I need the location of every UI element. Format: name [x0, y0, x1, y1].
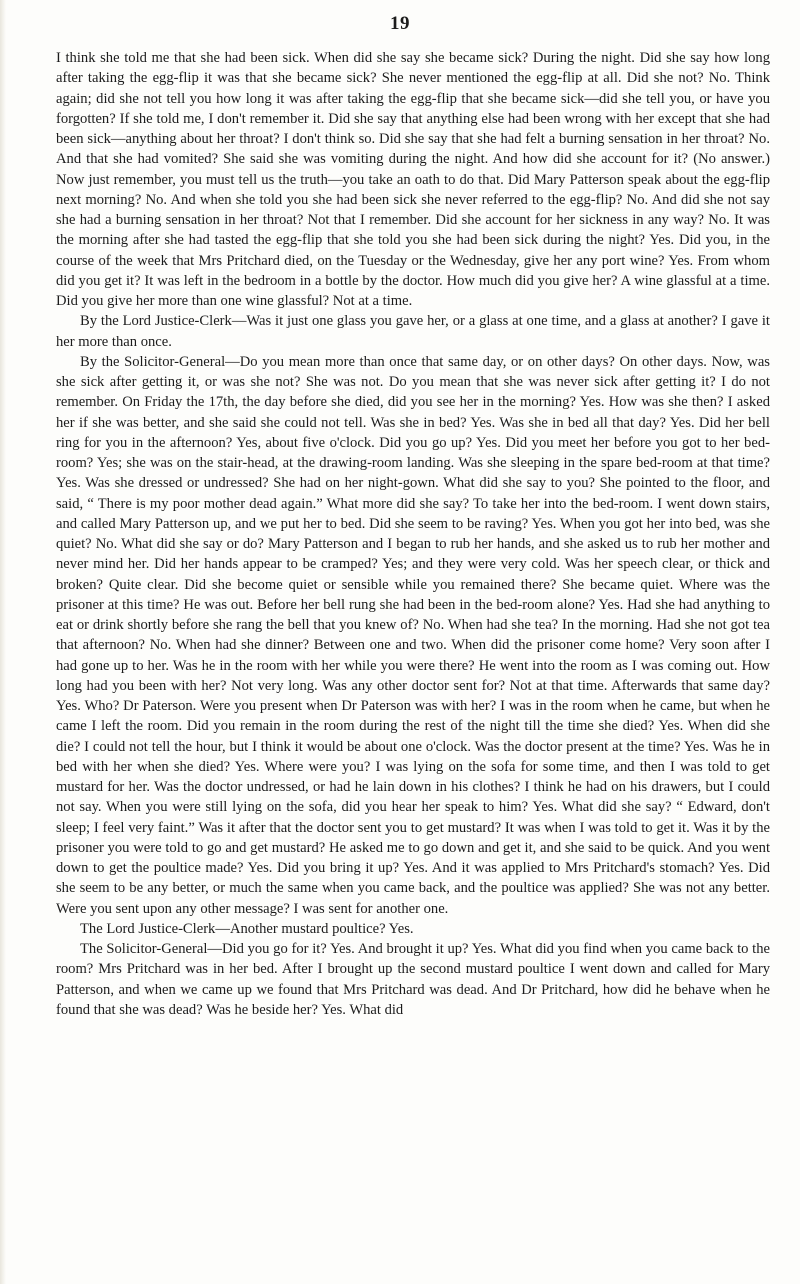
page-number: 19	[390, 13, 410, 34]
paragraph: By the Lord Justice-Clerk—Was it just one glass you gave her, or a glass at one time, and a glass at another? I gave it her more than once.	[56, 313, 770, 350]
page-edge-shadow	[0, 0, 6, 1284]
body-text	[56, 48, 770, 1020]
paragraph: I think she told me that she had been sick. When did she say she became sick? During the night. Did she say how long after taking the egg-flip it was that she became sick? She never mentioned the egg-flip at all. Did she not? No. Think again; did she not tell you how long it was after taking the egg-flip that she became sick—did she tell you, or have you forgotten? If she told me, I don't remember it. Did she say that anything else had been wrong with her except that she had been sick—anything about her throat? I don't think so. Did she say that she had felt a burning sensation in her throat? No. And that she had vomited? She said she was vomiting during the night. And how did she account for it? (No answer.) Now just remember, you must tell us the truth—you take an oath to do that. Did Mary Patterson speak about the egg-flip next morning? No. And when she told you she had been sick she never referred to the egg-flip? No. And did she not say she had a burning sensation in her throat? Not that I remember. Did she account for her sickness in any way? No. It was the morning after she had tasted the egg-flip that she told you she had been sick during the night? Yes. Did you, in the course of the week that Mrs Pritchard died, on the Tuesday or the Wednesday, give her any port wine? Yes. From whom did you get it? It was left in the bedroom in a bottle by the doctor. How much did you give her? A wine glassful at a time. Did you give her more than one wine glassful? Not at a time.	[56, 50, 770, 309]
paragraph: By the Solicitor-General—Do you mean more than once that same day, or on other days? On other days. Now, was she sick after getting it, or was she not? She was not. Do you mean that she was never sick after getting it? I do not remember. On Friday the 17th, the day before she died, did you see her in the morning? Yes. How was she then? I asked her if she was better, and she said she could not tell. Was she in bed? Yes. Was she in bed all that day? Yes. Did her bell ring for you in the afternoon? Yes, about five o'clock. Did you go up? Yes. Did you meet her before you got to her bed-room? Yes; she was on the stair-head, at the drawing-room landing. Was she sleeping in the spare bed-room at that time? Yes. Was she dressed or undressed? She had on her night-gown. What did she say to you? She pointed to the floor, and said, “ There is my poor mother dead again.” What more did she say? To take her into the bed-room. I went down stairs, and called Mary Patterson up, and we put her to bed. Did she seem to be raving? Yes. When you got her into bed, was she quiet? No. What did she say or do? Mary Patterson and I began to rub her hands, and she asked us to rub her mother and never mind her. Did her hands appear to be cramped? Yes; and they were very cold. Was her speech clear, or thick and broken? Quite clear. Did she become quiet or sensible while you remained there? She became quiet. Where was the prisoner at this time? He was out. Before her bell rung she had been in the bed-room alone? Yes. Had she had anything to eat or drink shortly before she rang the bell that you knew of? No. When had she tea? In the morning. Had she not got tea that afternoon? No. When had she dinner? Between one and two. When did the prisoner come home? Very soon after I had gone up to her. Was he in the room with her while you were there? He went into the room as I was coming out. How long had you been with her? Not very long. Was any other doctor sent for? Not at that time. Afterwards that same day? Yes. Who? Dr Paterson. Were you present when Dr Paterson was with her? I was in the room when he came, but when he came I left the room. Did you remain in the room during the rest of the night till the time she died? Yes. When did she die? I could not tell the hour, but I think it would be about one o'clock. Was the doctor present at the time? Yes. Was he in bed with her when she died? Yes. Where were you? I was lying on the sofa for some time, and then I was told to get mustard for her. Was the doctor undressed, or had he lain down in his clothes? I think he had on his drawers, but I could not say. When you were still lying on the sofa, did you hear her speak to him? Yes. What did she say? “ Edward, don't sleep; I feel very faint.” Was it after that the doctor sent you to get mustard? It was when I was told to get it. Was it by the prisoner you were told to go and get mustard? He asked me to go down and get it, and she said to be quick. And you went down to get the poultice made? Yes. Did you bring it up? Yes. And it was applied to Mrs Pritchard's stomach? Yes. Did she seem to be any better, or much the same when you came back, and the poultice was applied? She was not any better. Were you sent upon any other message? I was sent for another one.	[56, 353, 770, 917]
paragraph: The Solicitor-General—Did you go for it? Yes. And brought it up? Yes. What did you find when you came back to the room? Mrs Pritchard was in her bed. After I brought up the second mustard poultice I went down and called for Mary Patterson, and when we came up we found that Mrs Pritchard was dead. And Dr Pritchard, how did he behave when he found that she was dead? Was he beside her? Yes. What did	[56, 941, 770, 1018]
paragraph: The Lord Justice-Clerk—Another mustard poultice? Yes.	[80, 920, 414, 937]
